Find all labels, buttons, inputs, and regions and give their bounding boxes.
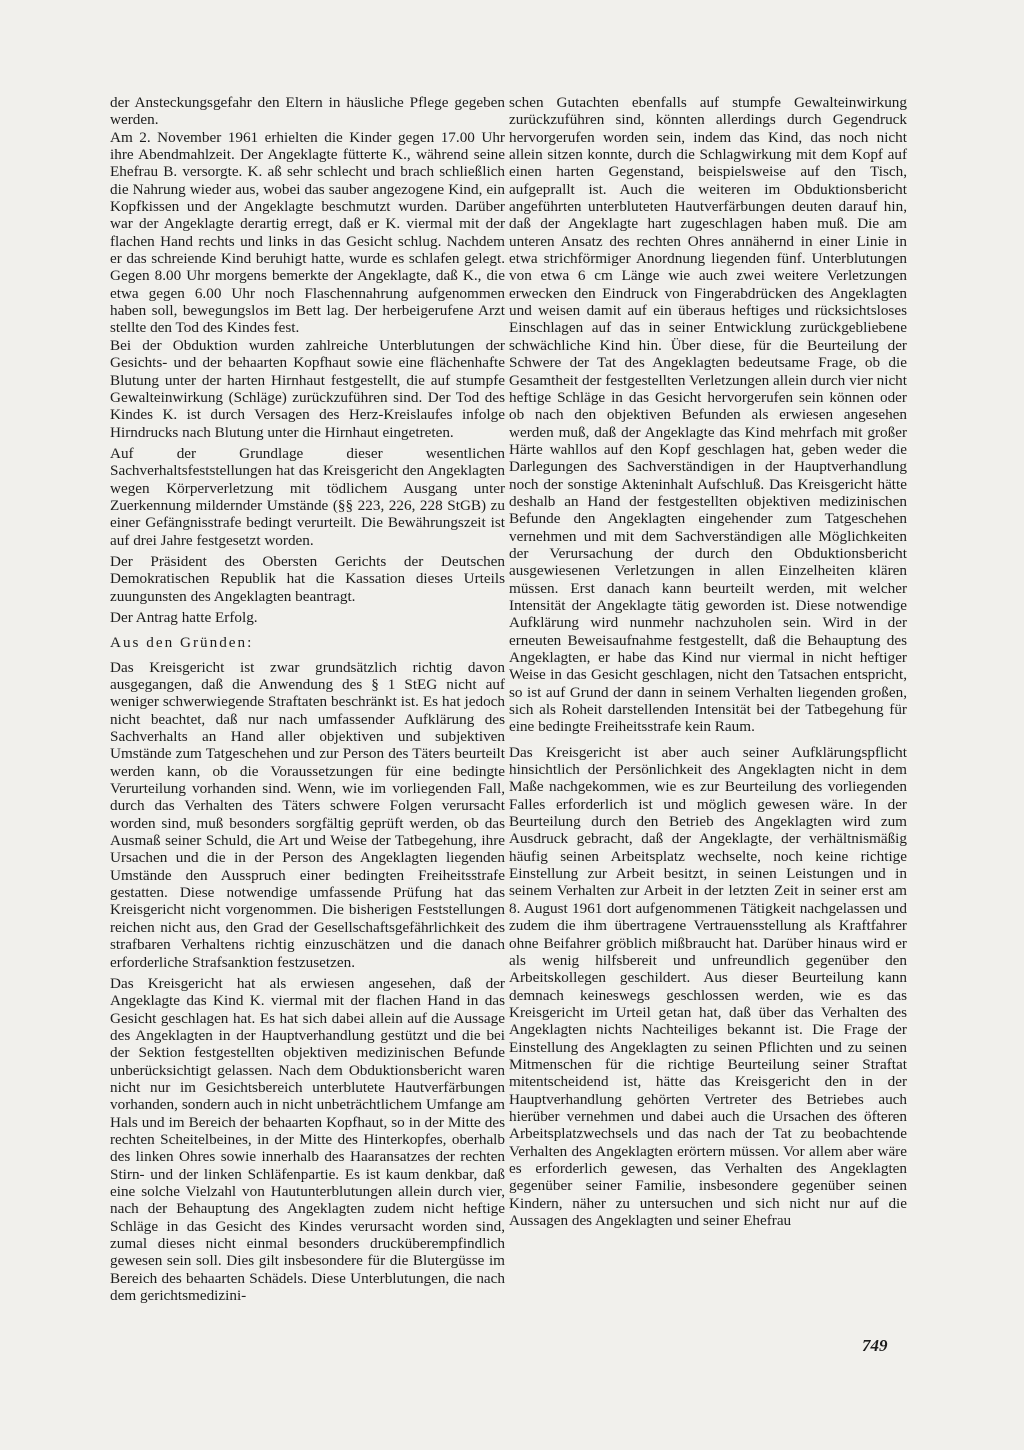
paragraph: Am 2. November 1961 erhielten die Kinder gegen 17.00 Uhr ihre Abendmahlzeit. Der Angeklagte fütterte K., während seine Ehefrau B. versorgte. K. aß sehr schlecht und brach schließlich die Nahrung wieder aus, wobei das sauber angezogene Kind, ein Kopfkissen und der Angeklagte beschmutzt wurden. Darüber war der Angeklagte derartig erregt, daß er K. viermal mit der flachen Hand rechts und links in das Gesicht schlug. Nachdem er das schreiende Kind beruhigt hatte, wurde es schlafen gelegt. Gegen 8.00 Uhr morgens bemerkte der Angeklagte, daß K., die etwa gegen 6.00 Uhr noch Flaschennahrung aufgenommen haben soll, bewegungslos im Bett lag. Der herbeigerufene Arzt stellte den Tod des Kindes fest. (110, 128, 505, 337)
paragraph: Das Kreisgericht hat als erwiesen angesehen, daß der Angeklagte das Kind K. viermal mit der flachen Hand in das Gesicht geschlagen hat. Es hat sich dabei allein auf die Aussage des Angeklagten in der Hauptverhandlung gestützt und die bei der Sektion festgestellten objektiven medizinischen Befunde unberücksichtigt gelassen. Nach dem Obduktionsbericht waren nicht nur im Gesichtsbereich unterblutete Hautverfärbungen vorhanden, sondern auch in nicht unbeträchtlichem Umfange am Hals und im Bereich der behaarten Kopfhaut, so in der Mitte des rechten Scheitelbeines, in der Mitte des Hinterkopfes, oberhalb des linken Ohres sowie innerhalb des Haaransatzes der rechten Stirn- und der linken Schläfenpartie. Es ist kaum denkbar, daß eine solche Vielzahl von Hautunterblutungen allein durch vier, nach der Behauptung des Angeklagten zudem nicht heftige Schläge in das Gesicht des Kindes verursacht worden sind, zumal dieses nicht einmal besonders drucküberempfindlich gewesen sein soll. Dies gilt insbesondere für die Blutergüsse im Bereich des behaarten Schädels. Diese Unterblutungen, die nach dem gerichtsmedizini- (110, 974, 505, 1305)
paragraph: Das Kreisgericht ist zwar grundsätzlich richtig davon ausgegangen, daß die Anwendung des § 1 StEG nicht auf weniger schwerwiegende Straftaten beschränkt ist. Es hat jedoch nicht beachtet, daß nur nach umfassender Aufklärung des Sachverhalts an Hand aller objektiven und subjektiven Umstände zum Tatgeschehen und zur Person des Täters beurteilt werden kann, ob die Voraussetzungen für eine bedingte Verurteilung vorhanden sind. Wenn, wie im vorliegenden Fall, durch das Verhalten des Täters schwere Folgen verursacht worden sind, muß besonders sorgfältig geprüft werden, ob das Ausmaß seiner Schuld, die Art und Weise der Tatbegehung, ihre Ursachen und die in der Person des Angeklagten liegenden Umstände den Ausspruch einer bedingten Freiheitsstrafe gestatten. Diese notwendige umfassende Prüfung hat das Kreisgericht nicht vorgenommen. Die bisherigen Feststellungen reichen nicht aus, den Grad der Gesellschaftsgefährlichkeit des strafbaren Verhaltens richtig einzuschätzen und die danach erforderliche Strafsanktion festzusetzen. (110, 658, 505, 971)
paragraph: Auf der Grundlage dieser wesentlichen Sachverhaltsfeststellungen hat das Kreisgericht den Angeklagten wegen Körperverletzung mit tödlichem Ausgang unter Zuerkennung mildernder Umstände (§§ 223, 226, 228 StGB) zu einer Gefängnisstrafe bedingt verurteilt. Die Bewährungszeit ist auf drei Jahre festgesetzt worden. (110, 444, 505, 549)
left-column (110, 94, 505, 1304)
paragraph: schen Gutachten ebenfalls auf stumpfe Gewalteinwirkung zurückzuführen sind, könnten allerdings durch Gegendruck hervorgerufen worden sein, indem das Kind, das noch nicht allein sitzen konnte, durch die Schlagwirkung mit dem Kopf auf einen harten Gegenstand, beispielsweise auf den Tisch, aufgeprallt ist. Auch die weiteren im Obduktionsbericht angeführten unterbluteten Hautverfärbungen deuten darauf hin, daß der Angeklagte hart zugeschlagen haben muß. Die am unteren Ansatz des rechten Ohres annähernd in einer Linie in etwa strichförmiger Anordnung liegenden fünf. Unterblutungen von etwa 6 cm Länge wie auch zwei weitere Verletzungen erwecken den Eindruck von Fingerabdrücken des Angeklagten und weisen damit auf ein überaus heftiges und rücksichtsloses Einschlagen auf das in seiner Entwicklung zurückgebliebene schwächliche Kind hin. Über diese, für die Beurteilung der Schwere der Tat des Angeklagten bedeutsame Frage, ob die Gesamtheit der festgestellten Verletzungen allein durch vier nicht heftige Schläge in das Gesicht hervorgerufen sein können oder ob nach den objektiven Befunden als erwiesen angesehen werden muß, daß der Angeklagte das Kind mehrfach mit großer Härte wahllos auf den Kopf geschlagen hat, geben weder die Darlegungen des Sachverständigen in der Hauptverhandlung noch der sonstige Akteninhalt Aufschluß. Das Kreisgericht hätte deshalb an Hand der festgestellten objektiven medizinischen Befunde den Angeklagten eingehender zum Tatgeschehen vernehmen und mit dem Sachverständigen alle Möglichkeiten der Verursachung der durch den Obduktionsbericht ausgewiesenen Verletzungen in allen Einzelheiten klären müssen. Erst danach kann beurteilt werden, mit welcher Intensität der Angeklagte tätig geworden ist. Diese notwendige Aufklärung wird nunmehr nachzuholen sein. Wird in der erneuten Beweisaufnahme festgestellt, daß die Behauptung des Angeklagten, er habe das Kind nur viermal in nicht heftiger Weise in das Gesicht geschlagen, nicht den Tatsachen entspricht, so ist auf Grund der dann in seinem Verhalten liegenden großen, sich als Roheit darstellenden Intensität bei der Tatbegehung für eine bedingte Freiheitsstrafe kein Raum. (509, 94, 907, 736)
paragraph: Das Kreisgericht ist aber auch seiner Aufklärungspflicht hinsichtlich der Persönlichkeit des Angeklagten nicht in dem Maße nachgekommen, wie es zur Beurteilung des vorliegenden Falles erforderlich ist und möglich gewesen wäre. In der Beurteilung durch den Betrieb des Angeklagten wird zum Ausdruck gebracht, daß der Angeklagte, der verhältnismäßig häufig seinen Arbeitsplatz wechselte, noch keine richtige Einstellung zur Arbeit besitzt, in seinen Leistungen und in seinem Verhalten zur Arbeit in der letzten Zeit in seiner erst am 8. August 1961 dort aufgenommenen Tätigkeit nachgelassen und zudem die ihm übertragene Vertrauensstellung als Kraftfahrer ohne Beifahrer gröblich mißbraucht hat. Darüber hinaus wird er als wenig hilfsbereit und unfreundlich gegenüber den Arbeitskollegen geschildert. Aus dieser Beurteilung kann demnach keineswegs geschlossen werden, wie es das Kreisgericht im Urteil getan hat, daß über das Verhalten des Angeklagten nichts Nachteiliges bekannt ist. Die Frage der Einstellung des Angeklagten zu seinen Pflichten und zu seinen Mitmenschen für die richtige Beurteilung seiner Straftat mitentscheidend ist, hätte das Kreisgericht den in der Hauptverhandlung gehörten Vertreter des Betriebes auch hierüber vernehmen und dabei auch die Ursachen des öfteren Arbeitsplatzwechsels und das nach der Tat zu beobachtende Verhalten des Angeklagten erörtern müssen. Vor allem aber wäre es erforderlich gewesen, das Verhalten des Angeklagten gegenüber seiner Familie, insbesondere gegenüber seinen Kindern, näher zu untersuchen und sich nicht nur auf die Aussagen des Angeklagten und seiner Ehefrau (509, 743, 907, 1229)
right-column (509, 94, 907, 1229)
page-number: 749 (862, 1336, 888, 1355)
paragraph: der Ansteckungsgefahr den Eltern in häusliche Pflege gegeben werden. (110, 94, 505, 129)
paragraph: Der Antrag hatte Erfolg. (110, 608, 258, 626)
paragraph: Der Präsident des Obersten Gerichts der Deutschen Demokratischen Republik hat die Kassation dieses Urteils zuungunsten des Angeklagten beantragt. (110, 552, 505, 605)
paragraph: Bei der Obduktion wurden zahlreiche Unterblutungen der Gesichts- und der behaarten Kopfhaut sowie eine flächenhafte Blutung unter der harten Hirnhaut festgestellt, die auf stumpfe Gewalteinwirkung (Schläge) zurückzuführen sind. Der Tod des Kindes K. ist durch Versagen des Herz-Kreislaufes infolge Hirndrucks nach Blutung unter die Hirnhaut eingetreten. (110, 336, 505, 441)
section-heading: Aus den Gründen: (110, 634, 254, 652)
